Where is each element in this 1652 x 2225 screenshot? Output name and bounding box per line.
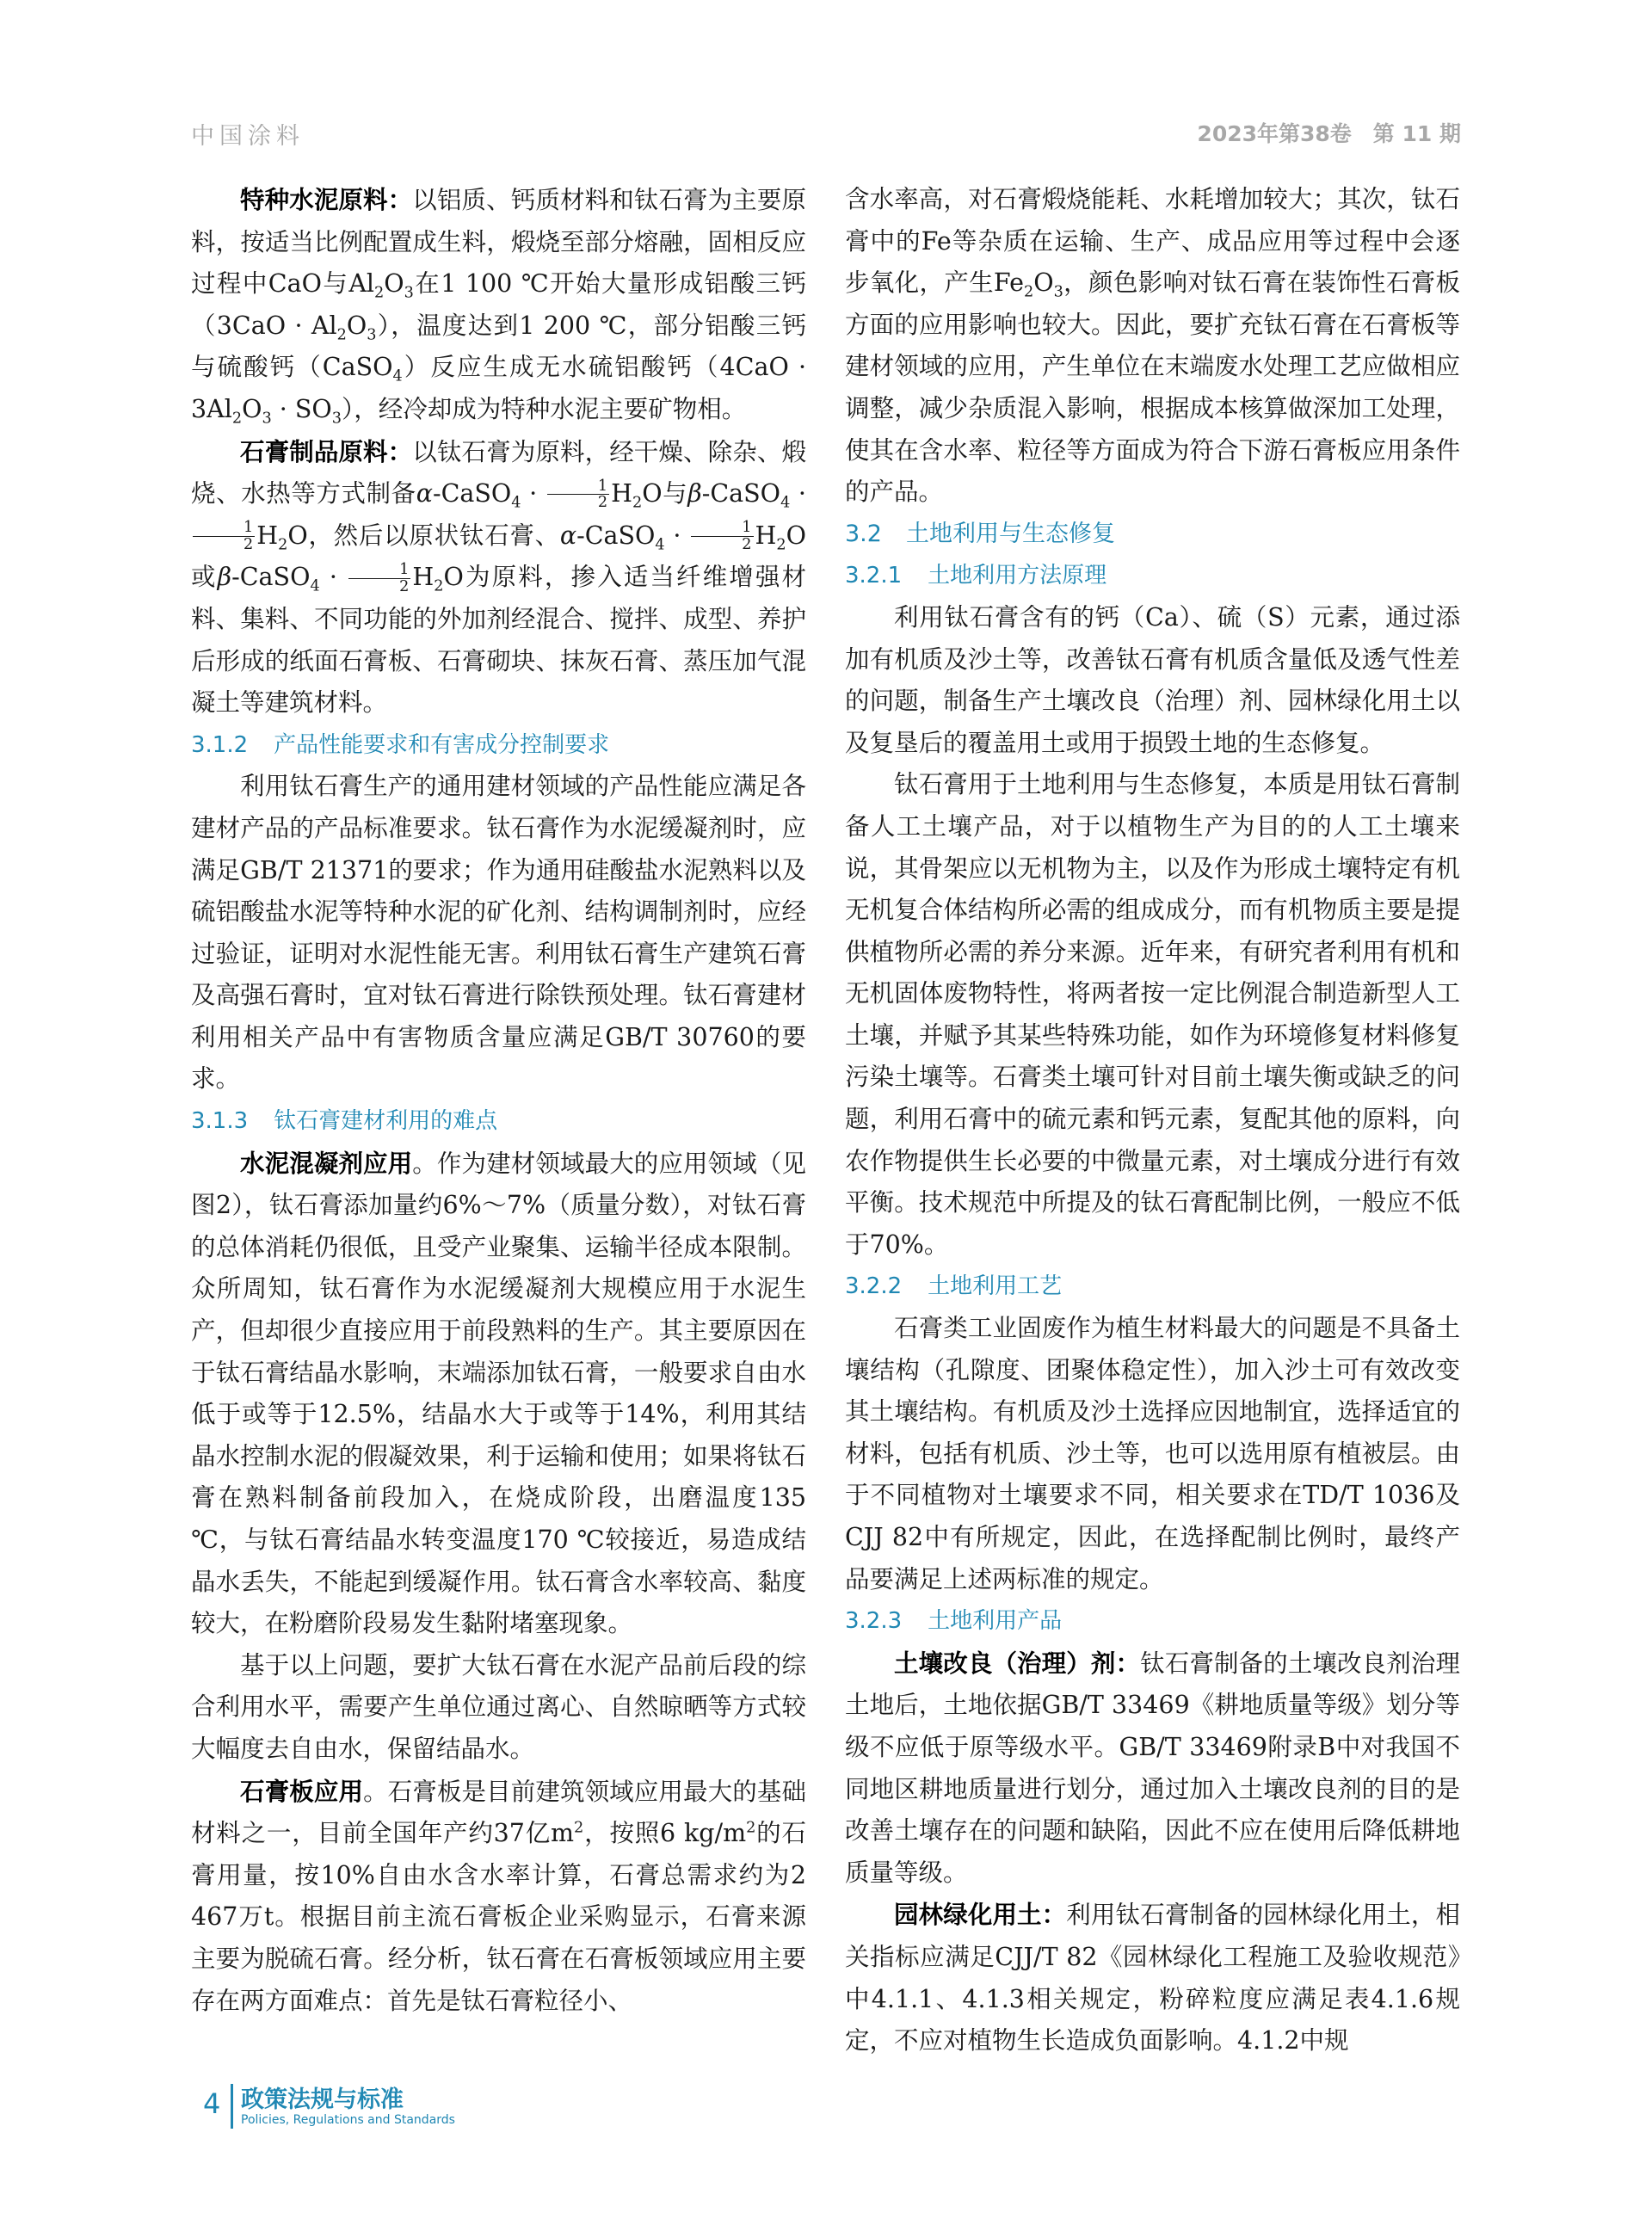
footer-divider — [231, 2084, 233, 2129]
lead-special-cement: 特种水泥原料： — [240, 185, 413, 214]
fraction-half: $\frac{1}{2}$ — [193, 520, 255, 552]
footer-section-title: 政策法规与标准 — [241, 2086, 404, 2113]
lead-gypsum-board: 石膏板应用 — [240, 1776, 364, 1806]
paragraph-land-use-process: 石膏类工业固废作为植生材料最大的问题是不具备土壤结构（孔隙度、团聚体稳定性），加入沙土可有效改变其土壤结构。有机质及沙土选择应因地制宜，选择适宜的材料，包括有机质、沙土等，也可以选用原有植被层。由于不同植物对土壤要求不同，相关要求在TD/T 1036及CJJ 82中有所规定，因此，在选择配制比例时，最终产品要满足上述两标准的规定。 — [845, 1314, 1460, 1593]
lead-cement-retarder: 水泥混凝剂应用 — [240, 1148, 413, 1178]
paragraph-performance-requirements: 利用钛石膏生产的通用建材领域的产品性能应满足各建材产品的产品标准要求。钛石膏作为水泥缓凝剂时，应满足GB/T 21371的要求；作为通用硅酸盐水泥熟料以及硫铝酸盐水泥等特种水泥的矿化剂、结构调制剂时，应经过验证，证明对水泥性能无害。利用钛石膏生产建筑石膏及高强石膏时，宜对钛石膏进行除铁预处理。钛石膏建材利用相关产品中有害物质含量应满足GB/T 30760的要求。 — [191, 772, 806, 1094]
paragraph-landscaping-soil: 园林绿化用土：利用钛石膏制备的园林绿化用土，相关指标应满足CJJ/T 82《园林绿化工程施工及验收规范》中4.1.1、4.1.3相关规定，粉碎粒度应满足表4.1.6规定，不应对植物生长造成负面影响。4.1.2中规 — [845, 1900, 1460, 2056]
journal-name: 中国涂料 — [191, 123, 305, 150]
lead-gypsum-products: 石膏制品原料： — [240, 436, 413, 466]
paragraph-land-use-principle: 利用钛石膏含有的钙（Ca）、硫（S）元素，通过添加有机质及沙土等，改善钛石膏有机质含量低及透气性差的问题，制备生产土壤改良（治理）剂、园林绿化用土以及复垦后的覆盖用土或用于损毁土地的生态修复。 — [845, 602, 1460, 757]
paragraph-board-continued: 含水率高，对石膏煅烧能耗、水耗增加较大；其次，钛石膏中的Fe等杂质在运输、生产、成品应用等过程中会逐步氧化，产生$Fe_2O_3$，颜色影响对钛石膏在装饰性石膏板方面的应用影响也较大。因此，要扩充钛石膏在石膏板等建材领域的应用，产生单位在末端废水处理工艺应做相应调整，减少杂质混入影响，根据成本核算做深加工处理，使其在含水率、粒径等方面成为符合下游石膏板应用条件的产品。 — [845, 185, 1460, 507]
footer-section-subtitle: Policies, Regulations and Standards — [241, 2113, 455, 2127]
paragraph-artificial-soil: 钛石膏用于土地利用与生态修复，本质是用钛石膏制备人工土壤产品，对于以植物生产为目的的人工土壤来说，其骨架应以无机物为主，以及作为形成土壤特定有机无机复合体结构所必需的组成成分，而有机物质主要是提供植物所必需的养分来源。近年来，有研究者利用有机和无机固体废物特性，将两者按一定比例混合制造新型人工土壤，并赋予其某些特殊功能，如作为环境修复材料修复污染土壤等。石膏类土壤可针对目前土壤失衡或缺乏的问题，利用石膏中的硫元素和钙元素，复配其他的原料，向农作物提供生长必要的中微量元素，对土壤成分进行有效平衡。技术规范中所提及的钛石膏配制比例，一般应不低于70%。 — [845, 770, 1460, 1259]
paragraph-gypsum-board: 石膏板应用。石膏板是目前建筑领域应用最大的基础材料之一，目前全国年产约37亿$m^2$，按照6 $kg/m^2$的石膏用量，按10%自由水含水率计算，石膏总需求约为2 467万t。根据目前主流石膏板企业采购显示，石膏来源主要为脱硫石膏。经分析，钛石膏在石膏板领域应用主要存在两方面难点：首先是钛石膏粒径小、 — [191, 1776, 806, 2015]
section-heading-3-2-1: 3.2.1 土地利用方法原理 — [845, 563, 1107, 589]
section-heading-3-2-2: 3.2.2 土地利用工艺 — [845, 1273, 1063, 1300]
section-heading-3-2-3: 3.2.3 土地利用产品 — [845, 1608, 1063, 1635]
paragraph-soil-conditioner: 土壤改良（治理）剂：钛石膏制备的土壤改良剂治理土地后，土地依据GB/T 33469《耕地质量等级》划分等级不应低于原等级水平。GB/T 33469附录B中对我国不同地区耕地质量进行划分，通过加入土壤改良剂的目的是改善土壤存在的问题和缺陷，因此不应在使用后降低耕地质量等级。 — [845, 1648, 1460, 1887]
section-heading-3-1-3: 3.1.3 钛石膏建材利用的难点 — [191, 1108, 498, 1135]
section-heading-3-2: 3.2 土地利用与生态修复 — [845, 520, 1115, 547]
fraction-half: $\frac{1}{2}$ — [691, 520, 753, 552]
issue-info: 2023年第38卷 第 11 期 — [1197, 121, 1461, 146]
lead-landscaping-soil: 园林绿化用土： — [894, 1900, 1067, 1930]
lead-soil-conditioner: 土壤改良（治理）剂： — [894, 1648, 1141, 1678]
paragraph-gypsum-products: 石膏制品原料：以钛石膏为原料，经干燥、除杂、煅烧、水热等方式制备α-CaSO$_4$ · $\frac{1}{2}$ $H_2O$与β-CaSO$_4$ · $\frac{1}{2}$ $H_2O$，然后以原状钛石膏、α-CaSO$_4$ · $\frac{1}{2}$ $H_2O$或β-CaSO$_4$ · $\frac{1}{2}$ $H_2O$为原料，掺入适当纤维增强材料、集料、不同功能的外加剂经混合、搅拌、成型、养护后形成的纸面石膏板、石膏砌块、抹灰石膏、蒸压加气混凝土等建筑材料。 — [191, 436, 806, 718]
page-header — [191, 117, 1461, 151]
fraction-half: $\frac{1}{2}$ — [348, 562, 410, 595]
left-column — [191, 179, 806, 2022]
right-column — [845, 179, 1460, 2062]
fraction-half: $\frac{1}{2}$ — [547, 478, 609, 511]
paragraph-special-cement: 特种水泥原料：以铝质、钙质材料和钛石膏为主要原料，按适当比例配置成生料，煅烧至部分熔融，固相反应过程中CaO与$Al_2O_3$在1 100 ℃开始大量形成铝酸三钙$(3CaO \cdot Al_2O_3)$，温度达到1 200 ℃，部分铝酸三钙与硫酸钙（CaSO$_4$）反应生成无水硫铝酸钙$(4CaO \cdot 3Al_2O_3 \cdot SO_3)$，经冷却成为特种水泥主要矿物相。 — [191, 185, 807, 428]
paragraph-cement-retarder: 水泥混凝剂应用。作为建材领域最大的应用领域（见图2），钛石膏添加量约6%～7%（质量分数），对钛石膏的总体消耗仍很低，且受产业聚集、运输半径成本限制。众所周知，钛石膏作为水泥缓凝剂大规模应用于水泥生产，但却很少直接应用于前段熟料的生产。其主要原因在于钛石膏结晶水影响，末端添加钛石膏，一般要求自由水低于或等于12.5%，结晶水大于或等于14%，利用其结晶水控制水泥的假凝效果，利于运输和使用；如果将钛石膏在熟料制备前段加入，在烧成阶段，出磨温度135 ℃，与钛石膏结晶水转变温度170 ℃较接近，易造成结晶水丢失，不能起到缓凝作用。钛石膏含水率较高、黏度较大，在粉磨阶段易发生黏附堵塞现象。 — [191, 1148, 806, 1638]
page-number: 4 — [203, 2087, 221, 2120]
section-heading-3-1-2: 3.1.2 产品性能要求和有害成分控制要求 — [191, 731, 610, 758]
paragraph-free-water: 基于以上问题，要扩大钛石膏在水泥产品前后段的综合利用水平，需要产生单位通过离心、自然晾晒等方式较大幅度去自由水，保留结晶水。 — [191, 1650, 806, 1763]
